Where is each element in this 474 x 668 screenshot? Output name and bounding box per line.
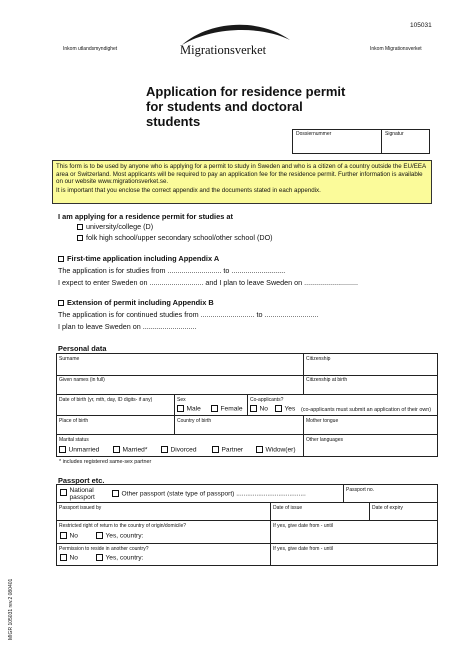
if-yes-label-1: If yes, give date from - until <box>273 523 334 529</box>
checkbox-divorced[interactable] <box>161 446 168 453</box>
notice-important: It is important that you enclose the correct appendix and the documents stated in each appendix. <box>56 186 321 194</box>
place-birth-field[interactable] <box>58 424 173 433</box>
dob-label: Date of birth (yr, mth, day, ID digits- if any) <box>59 397 153 403</box>
if-yes-label-2: If yes, give date from - until <box>273 546 334 552</box>
checkbox-extension[interactable] <box>58 300 64 306</box>
co-no-label: No <box>259 405 268 413</box>
logo <box>170 18 300 60</box>
place-birth-label: Place of birth <box>59 418 89 424</box>
left-tag: Inkom utlandsmyndighet <box>63 46 118 52</box>
citizenship-label: Citizenship <box>306 356 331 362</box>
col-line <box>174 415 175 434</box>
checkbox-national-passport[interactable] <box>60 489 67 496</box>
option-divorced[interactable] <box>161 446 197 455</box>
option-university[interactable] <box>77 222 153 231</box>
option-other-passport[interactable] <box>112 490 306 499</box>
option-folk-high-school[interactable] <box>77 233 273 242</box>
permission-label: Permission to reside in another country? <box>59 546 149 552</box>
male-label: Male <box>186 405 201 413</box>
partner-label: Partner <box>221 446 244 454</box>
country-birth-field[interactable] <box>176 424 302 433</box>
checkbox-male[interactable] <box>177 405 184 412</box>
surname-label: Surname <box>59 356 80 362</box>
row-line <box>56 415 438 416</box>
option-co-yes[interactable] <box>275 405 295 414</box>
dob-field[interactable] <box>58 403 173 414</box>
signature-label: Signatur <box>385 131 404 137</box>
right-tag: Inkom Migrationsverket <box>370 46 422 52</box>
first-time-section[interactable] <box>58 254 219 263</box>
other-passport-label: Other passport (state type of passport) ...................................... <box>121 490 306 498</box>
col-line <box>303 415 304 457</box>
option-restricted-yes[interactable] <box>96 532 143 541</box>
checkbox-restricted-yes[interactable] <box>96 532 103 539</box>
co-yes-label: Yes <box>284 405 296 413</box>
row-line <box>56 375 438 376</box>
option-folk-high-school-label: folk high school/upper secondary school/other school (DO) <box>86 233 273 242</box>
divorced-label: Divorced <box>170 446 197 454</box>
mother-tongue-field[interactable] <box>305 424 435 433</box>
checkbox-female[interactable] <box>211 405 218 412</box>
option-widow[interactable] <box>256 446 296 455</box>
passport-no-label: Passport no. <box>346 487 375 493</box>
option-co-no[interactable] <box>250 405 268 414</box>
logo-text: Migrationsverket <box>180 43 267 57</box>
option-female[interactable] <box>211 405 243 414</box>
side-code: MIGR 105031 rev.2 080401 <box>8 578 14 640</box>
date-expiry-field[interactable] <box>371 511 436 519</box>
option-unmarried[interactable] <box>59 446 99 455</box>
country-birth-label: Country of birth <box>177 418 212 424</box>
female-label: Female <box>220 405 243 413</box>
other-languages-field[interactable] <box>305 443 435 455</box>
issued-by-label: Passport issued by <box>59 505 102 511</box>
first-time-line-1: The application is for studies from ........................... to ........................... <box>58 266 286 275</box>
office-box-divider <box>381 129 382 154</box>
option-permission-yes[interactable] <box>96 554 143 563</box>
first-time-heading: First-time application including Appendix A <box>67 254 220 263</box>
restricted-no-label: No <box>69 532 78 540</box>
checkbox-other-passport[interactable] <box>112 490 119 497</box>
side-code-wrapper <box>8 560 18 640</box>
other-languages-label: Other languages <box>306 437 343 443</box>
marital-label: Marital status <box>59 437 89 443</box>
col-line <box>343 484 344 502</box>
col-line <box>270 502 271 566</box>
date-issue-field[interactable] <box>272 511 368 519</box>
checkbox-co-yes[interactable] <box>275 405 282 412</box>
permission-no-label: No <box>69 554 78 562</box>
date-expiry-label: Date of expiry <box>372 505 403 511</box>
mother-tongue-label: Mother tongue <box>306 418 339 424</box>
citizenship-birth-label: Citizenship at birth <box>306 377 348 383</box>
title-line-3: students <box>146 114 201 129</box>
co-applicants-label: Co-applicants? <box>250 397 284 403</box>
co-applicants-note: (co-applicants must submit an application of their own) <box>301 407 432 413</box>
married-label: Married* <box>122 446 148 454</box>
extension-section[interactable] <box>58 298 214 307</box>
given-names-label: Given names (in full) <box>59 377 105 383</box>
title-line-2: for students and doctoral <box>146 99 303 114</box>
passport-heading: Passport etc. <box>58 476 105 485</box>
extension-heading: Extension of permit including Appendix B <box>67 298 214 307</box>
title-line-1: Application for residence permit <box>146 84 346 99</box>
applying-heading: I am applying for a residence permit for studies at <box>58 212 233 221</box>
checkbox-permission-no[interactable] <box>60 554 67 561</box>
marital-footnote: * includes registered same-sex partner <box>59 459 152 465</box>
checkbox-unmarried[interactable] <box>59 446 66 453</box>
checkbox-widow[interactable] <box>256 446 263 453</box>
extension-line-1: The application is for continued studies from ........................... to ........................... <box>58 310 319 319</box>
widow-label: Widow(er) <box>265 446 296 454</box>
checkbox-co-no[interactable] <box>250 405 257 412</box>
option-married[interactable] <box>113 446 147 455</box>
checkbox-folk-high-school[interactable] <box>77 235 83 241</box>
national-line-1: National <box>69 487 94 494</box>
notice-text: This form is to be used by anyone who is applying for a permit to study in Sweden and who is a citizen of a country outside the EU/EEA area or Switzerland. Most applicants will be required to pay an application fee for the residence permit. Further information is available on our website www.migrationsverket.se. <box>56 163 426 186</box>
checkbox-partner[interactable] <box>212 446 219 453</box>
col-line <box>247 394 248 415</box>
row-line <box>56 502 438 503</box>
option-national-passport[interactable] <box>60 487 95 501</box>
restricted-dates-field[interactable] <box>272 529 436 542</box>
col-line <box>174 394 175 415</box>
checkbox-married[interactable] <box>113 446 120 453</box>
restricted-yes-label: Yes, country: <box>105 532 144 540</box>
passport-no-field[interactable] <box>345 493 436 501</box>
col-line <box>369 502 370 520</box>
permission-dates-field[interactable] <box>272 552 436 565</box>
option-male[interactable] <box>177 405 201 414</box>
option-permission-no[interactable] <box>60 554 78 563</box>
date-issue-label: Date of issue <box>273 505 303 511</box>
citizenship-field[interactable] <box>305 362 435 374</box>
dossier-label: Dossiernummer <box>296 131 332 137</box>
row-line <box>56 543 438 544</box>
personal-heading: Personal data <box>58 344 107 353</box>
checkbox-restricted-no[interactable] <box>60 532 67 539</box>
row-line <box>56 520 438 521</box>
extension-line-2: I plan to leave Sweden on ........................... <box>58 322 197 331</box>
restricted-label: Restricted right of return to the country of origin/domicile? <box>59 523 187 529</box>
option-partner[interactable] <box>212 446 243 455</box>
permission-yes-label: Yes, country: <box>105 554 144 562</box>
col-line <box>303 353 304 394</box>
option-university-label: university/college (D) <box>86 222 154 231</box>
citizenship-birth-field[interactable] <box>305 383 435 393</box>
row-line <box>56 434 438 435</box>
page-title <box>146 84 345 129</box>
given-names-field[interactable] <box>58 383 302 393</box>
surname-field[interactable] <box>58 362 302 374</box>
sex-label: Sex <box>177 397 186 403</box>
national-line-2: passport <box>69 494 95 501</box>
first-time-line-2: I expect to enter Sweden on ........................... and I plan to leave Sweden on ........................... <box>58 278 359 287</box>
unmarried-label: Unmarried <box>68 446 100 454</box>
issued-by-field[interactable] <box>58 511 269 519</box>
option-restricted-no[interactable] <box>60 532 78 541</box>
checkbox-first-time[interactable] <box>58 256 64 262</box>
checkbox-university[interactable] <box>77 224 83 230</box>
form-number: 105031 <box>410 22 432 29</box>
checkbox-permission-yes[interactable] <box>96 554 103 561</box>
notice-box <box>52 160 432 204</box>
